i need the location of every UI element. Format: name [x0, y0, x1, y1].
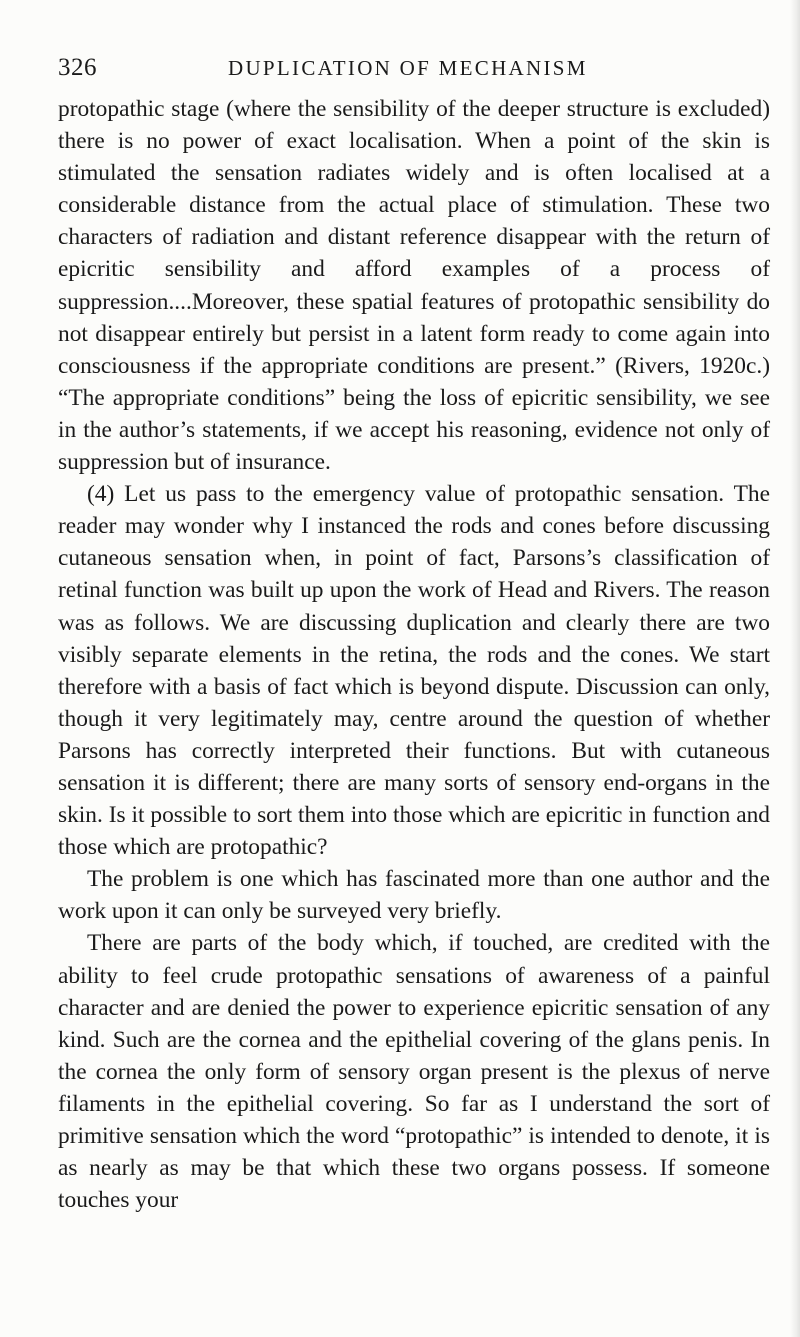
- paragraph: There are parts of the body which, if touched, are credited with the ability to feel crude protopathic sensations of awareness of a painful character and are denied the power to experience epicritic sensation of any kind. Such are the cornea and the epithelial covering of the glans penis. In the cornea the only form of sensory organ present is the plexus of nerve filaments in the epithelial covering. So far as I understand the sort of primitive sensation which the word “protopathic” is intended to denote, it is as nearly as may be that which these two organs possess. If someone touches your: [58, 930, 770, 1214]
- page-number: 326: [58, 54, 97, 81]
- paragraph: (4) Let us pass to the emergency value of protopathic sensation. The reader may wonder why I instanced the rods and cones before discussing cutaneous sensation when, in point of fact, Parsons’s classification of retinal function was built up upon the work of Head and Rivers. The reason was as follows. We are discussing duplication and clearly there are two visibly separate elements in the retina, the rods and the cones. We start therefore with a basis of fact which is beyond dispute. Discussion can only, though it very legitimately may, centre around the question of whether Parsons has correctly interpreted their functions. But with cutaneous sensation it is different; there are many sorts of sensory end-organs in the skin. Is it possible to sort them into those which are epicritic in function and those which are protopathic?: [58, 481, 770, 861]
- page-header: [58, 50, 774, 86]
- paragraph: protopathic stage (where the sensibility of the deeper structure is excluded) there is no power of exact localisation. When a point of the skin is stimulated the sensation radiates widely and is often localised at a considerable distance from the actual place of stimulation. These two characters of radiation and distant reference disappear with the return of epicritic sensibility and afford examples of a process of suppression....Moreover, these spatial features of protopathic sensibility do not disappear entirely but persist in a latent form ready to come again into consciousness if the appropriate conditions are present.” (Rivers, 1920c.) “The appropriate conditions” being the loss of epicritic sensibility, we see in the author’s statements, if we accept his reasoning, evidence not only of suppression but of insurance.: [58, 96, 770, 476]
- body-text: [58, 93, 770, 1216]
- paragraph: The problem is one which has fascinated more than one author and the work upon it can only be surveyed very briefly.: [58, 866, 770, 925]
- running-head: DUPLICATION OF MECHANISM: [228, 56, 588, 80]
- page-edge-shadow: [790, 0, 800, 1337]
